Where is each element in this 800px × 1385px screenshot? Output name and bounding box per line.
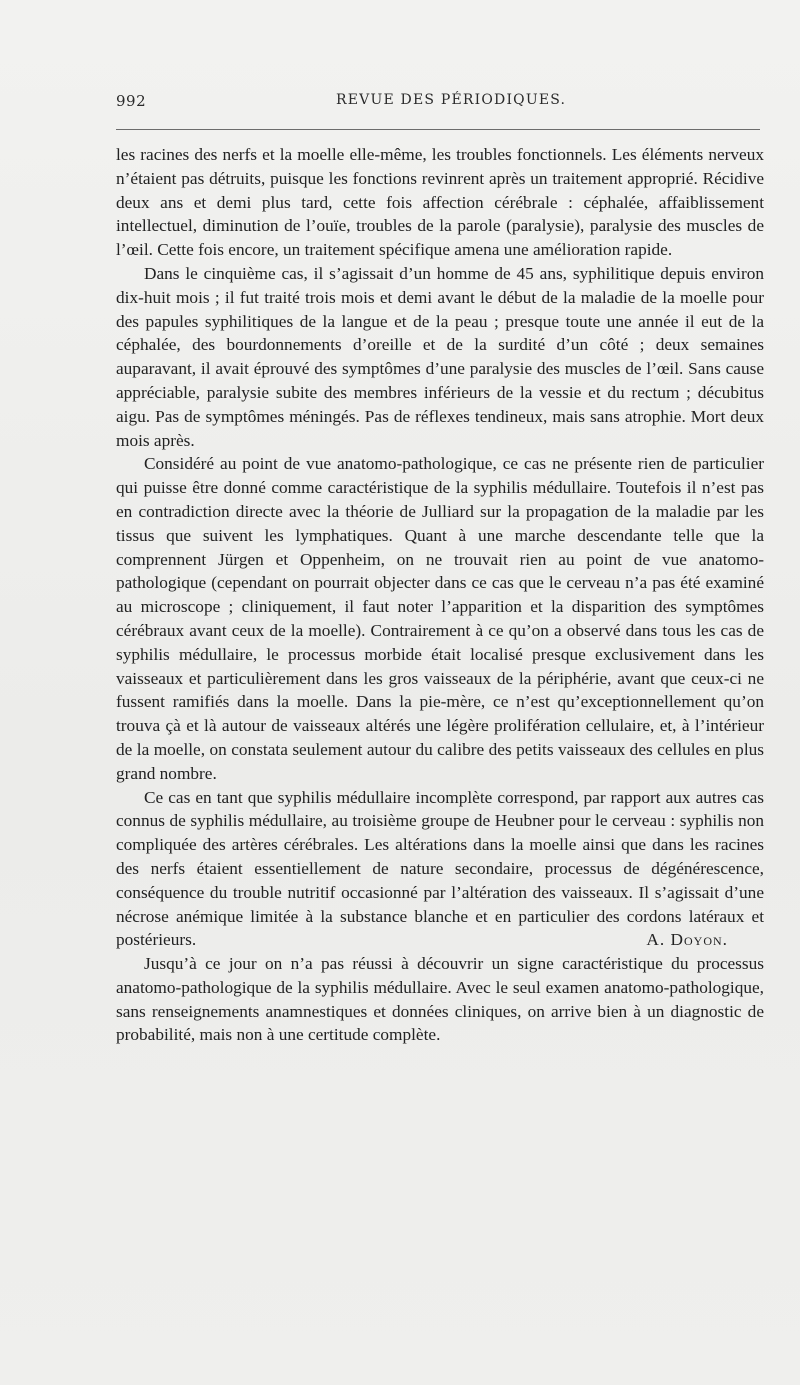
- author-signature: A. Doyon.: [646, 930, 728, 950]
- running-head: REVUE DES PÉRIODIQUES.: [336, 92, 567, 108]
- paragraph-anatomo-pathology: Considéré au point de vue anatomo-pathologique, ce cas ne présente rien de particulier qui puisse être donné comme caractéristique de la syphilis médullaire. Toutefois il n’est pas en contradiction directe avec la théorie de Julliard sur la propagation de la maladie par les tissus que suivent les lymphatiques. Quant à une marche descendante telle que la comprennent Jürgen et Oppenheim, on ne trouvait rien au point de vue anatomo-pathologique (cependant on pourrait objecter dans ce cas que le cerveau n’a pas été examiné au microscope ; cliniquement, il faut noter l’apparition et la disparition des symptômes cérébraux avant ceux de la moelle). Contrairement à ce qu’on a observé dans tous les cas de syphilis médullaire, le processus morbide était localisé presque exclusivement dans les vaisseaux et particulièrement dans les gros vaisseaux de la périphérie, avant que ceux-ci ne fussent ramifiés dans la moelle. Dans la pie-mère, ce n’est qu’exceptionnellement qu’on trouva çà et là autour de vaisseaux altérés une légère prolifération cellulaire, et, à l’intérieur de la moelle, on constata seulement autour du calibre des petits vaisseaux des cellules en plus grand nombre.: [116, 454, 764, 783]
- page-number: 992: [116, 92, 147, 110]
- paragraph-conclusion: Jusqu’à ce jour on n’a pas réussi à découvrir un signe caractéristique du processus anatomo-pathologique de la syphilis médullaire. Avec le seul examen anatomo-pathologique, sans renseignements anamnestiques et données cliniques, on arrive bien à un diagnostic de probabilité, mais non à une certitude complète.: [116, 954, 764, 1045]
- body-text: [116, 143, 764, 1047]
- paragraph-continuation: les racines des nerfs et la moelle elle-même, les troubles fonctionnels. Les éléments nerveux n’étaient pas détruits, puisque les fonctions revinrent après un traitement approprié. Récidive deux ans et demi plus tard, cette fois affection cérébrale : céphalée, affaiblissement intellectuel, diminution de l’ouïe, troubles de la parole (paralysie), paralysie des muscles de l’œil. Cette fois encore, un traitement spécifique amena une amélioration rapide.: [116, 145, 764, 260]
- closing-paragraph: [116, 930, 764, 1047]
- paragraph-heubner-group: Ce cas en tant que syphilis médullaire incomplète correspond, par rapport aux autres cas connus de syphilis médullaire, au troisième groupe de Heubner pour le cerveau : syphilis non compliquée des artères cérébrales. Les altérations dans la moelle ainsi que dans les racines des nerfs étaient essentiellement de nature secondaire, processus de dégénérescence, conséquence du trouble nutritif occasionné par l’altération des vaisseaux. Il s’agissait d’une nécrose anémique limitée à la substance blanche et en particulier des cordons latéraux et postérieurs.: [116, 787, 764, 950]
- header-rule: [116, 129, 760, 130]
- paragraph-fifth-case: Dans le cinquième cas, il s’agissait d’un homme de 45 ans, syphilitique depuis environ dix-huit mois ; il fut traité trois mois et demi avant le début de la maladie de la moelle pour des papules syphilitiques de la langue et de la peau ; presque toute une année il eut de la céphalée, des bourdonnements d’oreille et de la surdité d’un côté ; deux semaines auparavant, il avait éprouvé des symptômes d’une paralysie des muscles de l’œil. Sans cause appréciable, paralysie subite des membres inférieurs de la vessie et du rectum ; décubitus aigu. Pas de symptômes méningés. Pas de réflexes tendineux, mais sans atrophie. Mort deux mois après.: [116, 263, 764, 450]
- page-header: [116, 92, 760, 118]
